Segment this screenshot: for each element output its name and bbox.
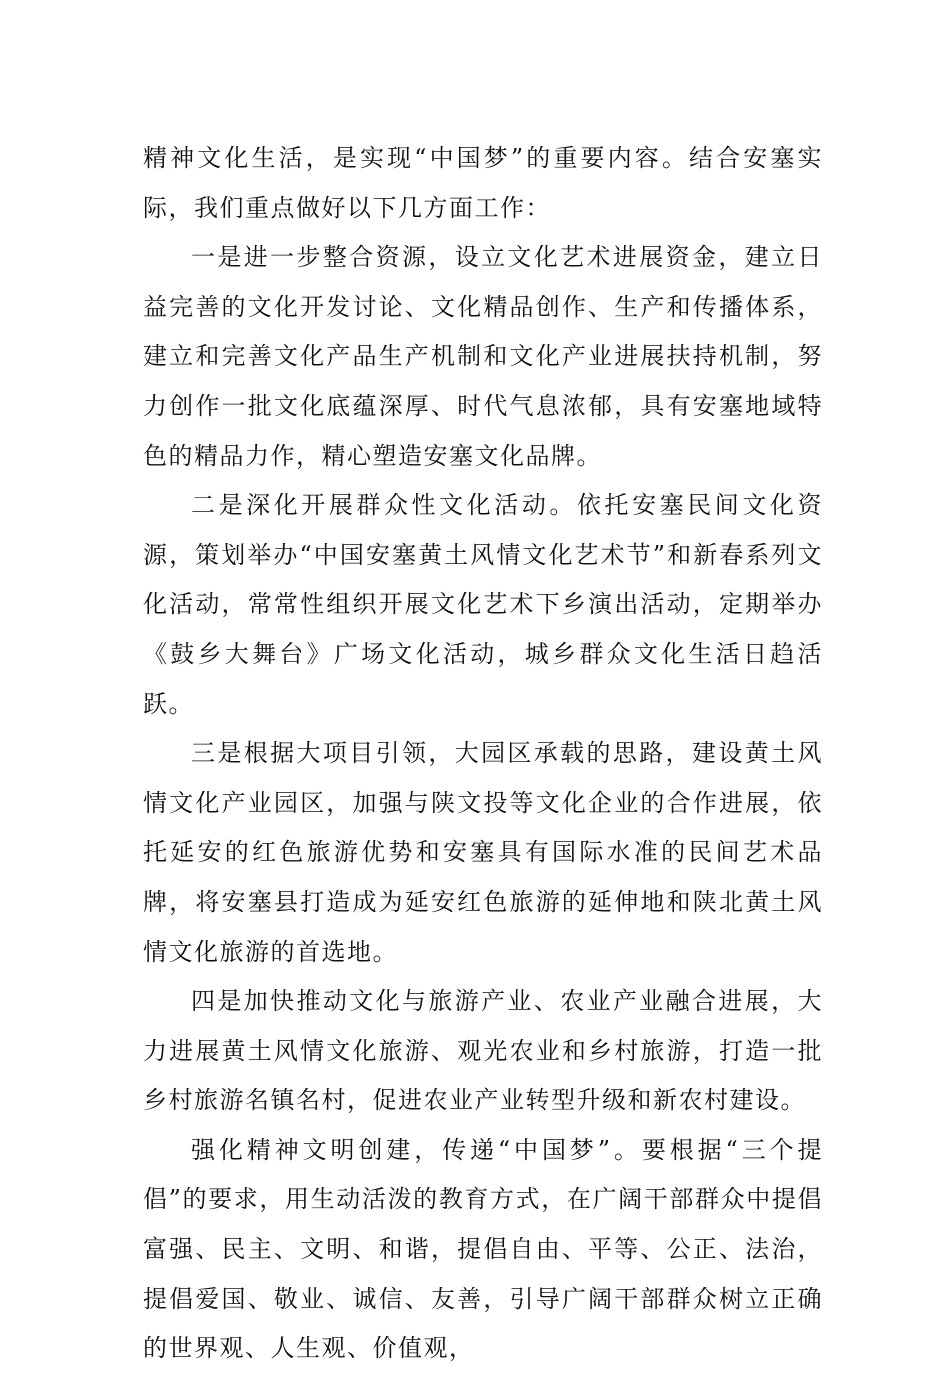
paragraph-4: 三是根据大项目引领，大园区承载的思路，建设黄土风情文化产业园区，加强与陕文投等文化企业的合作进展，依托延安的红色旅游优势和安塞具有国际水准的民间艺术品牌，将安塞县打造成为延安红色旅游的延伸地和陕北黄土风情文化旅游的首选地。 xyxy=(143,739,823,966)
document-body xyxy=(143,134,823,1374)
paragraph-3: 二是深化开展群众性文化活动。依托安塞民间文化资源，策划举办“中国安塞黄土风情文化艺术节”和新春系列文化活动，常常性组织开展文化艺术下乡演出活动，定期举办《鼓乡大舞台》广场文化活动，城乡群众文化生活日趋活跃。 xyxy=(143,491,823,718)
paragraph-5: 四是加快推动文化与旅游产业、农业产业融合进展，大力进展黄土风情文化旅游、观光农业和乡村旅游，打造一批乡村旅游名镇名村，促进农业产业转型升级和新农村建设。 xyxy=(143,987,823,1115)
paragraph-2: 一是进一步整合资源，设立文化艺术进展资金，建立日益完善的文化开发讨论、文化精品创作、生产和传播体系，建立和完善文化产品生产机制和文化产业进展扶持机制，努力创作一批文化底蕴深厚、时代气息浓郁，具有安塞地域特色的精品力作，精心塑造安塞文化品牌。 xyxy=(143,243,823,470)
paragraph-1: 精神文化生活，是实现“中国梦”的重要内容。结合安塞实际，我们重点做好以下几方面工作： xyxy=(143,144,823,222)
paragraph-6: 强化精神文明创建，传递“中国梦”。要根据“三个提倡”的要求，用生动活泼的教育方式，在广阔干部群众中提倡富强、民主、文明、和谐，提倡自由、平等、公正、法治，提倡爱国、敬业、诚信、友善，引导广阔干部群众树立正确的世界观、人生观、价值观， xyxy=(143,1135,823,1363)
